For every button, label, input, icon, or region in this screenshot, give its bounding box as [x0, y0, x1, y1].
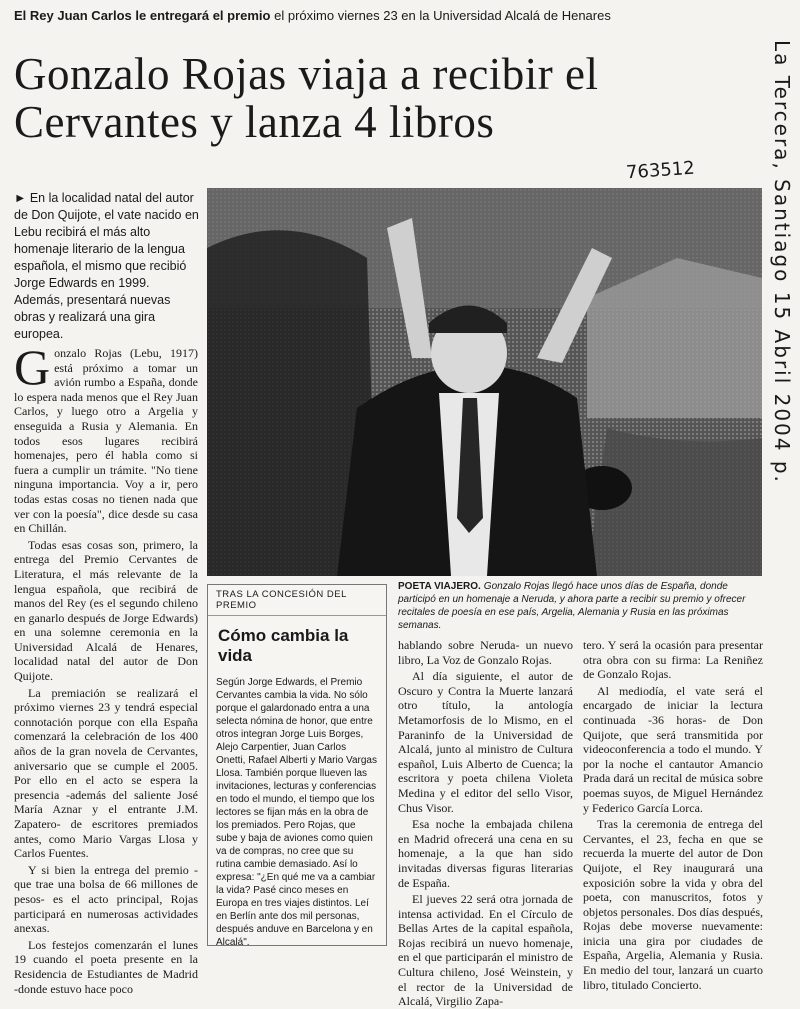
caption-text: Gonzalo Rojas llegó hace unos días de España, donde participó en un homenaje a Neruda, y ahora parte a recibir su premio y ofrecer recitales de poesía en ese país, Argelia, Alemania y Rusia en las próximas semanas.	[398, 581, 746, 631]
article-column-1	[14, 339, 198, 996]
paragraph: Al mediodía, el vate será el encargado de iniciar la lectura continuada -36 horas- de Don Quijote, que será transmitida por videoconferencia a todo el mundo. Y por la noche el cantautor Amancio Prada dará un recital de música sobre poemas suyos, de Miguel Hernández y Federico García Lorca.	[583, 683, 763, 815]
sidebar-box	[207, 584, 387, 946]
sidebar-title: Cómo cambia la vida	[218, 626, 349, 665]
paragraph: Tras la ceremonia de entrega del Cervantes, el 23, fecha en que se recuerda la muerte del autor de Don Quijote, el Rey inaugurará una exposición sobre la vida y obra del poeta, con manuscritos, fotos y objetos personales. Dos días después, Rojas debe moverse nuevamente: inicia una gira por ciudades de España, Argelia, Alemania y Rusia. En medio del tour, lanzará un cuarto libro, titulado Concierto.	[583, 817, 763, 992]
handwritten-number: 763512	[625, 157, 696, 184]
photo-gonzalo-rojas	[207, 188, 762, 576]
paragraph: Al día siguiente, el autor de Oscuro y Contra la Muerte lanzará otro título, la antología Metamorfosis de lo Mismo, en el Paraninfo de la Universidad de Alcalá, junto al ministro de Cultura español, Luis Alberto de Cuenca; la escritora y poeta chilena Violeta Medina y el editor del sello Visor, Chus Visor.	[398, 669, 573, 815]
paragraph: Y si bien la entrega del premio -que trae una bolsa de 66 millones de pesos- es el acto principal, Rojas participará en numerosas actividades anexas.	[14, 862, 198, 936]
paragraph: Todas esas cosas son, primero, la entrega del Premio Cervantes de Literatura, el más relevante de la lengua española, que recibirá de manos del Rey (es el segundo chileno en ganarlo después de Jorge Edwards) en una solemne ceremonia en la Universidad Alcalá de Henares, localidad natal del autor de Don Quijote.	[14, 537, 198, 684]
paragraph: onzalo Rojas (Lebu, 1917) está próximo a tomar un avión rumbo a España, donde lo espera nada menos que el Rey Juan Carlos, y luego otro a Argelia y enseguida a Rusia y Alemania. En todos esos lugares recibirá homenajes, pero él habla como si fuera a cumplir un trámite. "No tiene ninguna importancia. Voy a ir, pero todas estas cosas no tienen nada que ver con la poesía", dice desde su casa en Chillán.	[14, 346, 198, 536]
sidebar-kicker: TRAS LA CONCESIÓN DEL PREMIO	[208, 585, 386, 616]
paragraph: El jueves 22 será otra jornada de intensa actividad. En el Círculo de Bellas Artes de la capital española, Rojas recibirá un nuevo homenaje, en el que participarán el ministro de Cultura chileno, José Weinstein, y el rector de la Universidad de Alcalá, Virgilio Zapa-	[398, 892, 573, 1009]
drop-cap: G	[14, 339, 51, 395]
paragraph: Los festejos comenzarán el lunes 19 cuando el poeta presente en la Residencia de Estudiantes de Madrid -donde estuvo hace poco	[14, 937, 198, 996]
article-column-3	[398, 638, 573, 1009]
sidebar-body: Según Jorge Edwards, el Premio Cervantes cambia la vida. No sólo porque el galardonado entra a una selecta nómina de honor, que entre otros integran Jorge Luis Borges, Alejo Carpentier, Juan Carlos Onetti, Rafael Alberti y Mario Vargas Llosa. También porque llueven las invitaciones, lecturas y conferencias en todo el mundo, el tiempo que los lectores se fijan más en la obra de los premiados. Pero Rojas, que sube y baja de aviones como quien va de compras, no cree que su rutina cambie demasiado. Así lo expresa: "¿En qué me va a cambiar la vida? Pasé cinco meses en Europa en tres viajes distintos. Leí en Berlín ante dos mil personas, después anduve en Barcelona y en Alcalá".	[216, 677, 377, 948]
handwritten-margin-note	[770, 40, 800, 960]
photo-illustration	[207, 188, 762, 576]
photo-caption	[398, 580, 766, 632]
headline: Gonzalo Rojas viaja a recibir el Cervantes y lanza 4 libros	[14, 49, 599, 147]
caption-label: POETA VIAJERO.	[398, 581, 481, 592]
handwritten-margin-text: La Tercera, Santiago 15 Abril 2004 p.	[770, 40, 794, 484]
lede: ► En la localidad natal del autor de Don Quijote, el vate nacido en Lebu recibirá el más alto homenaje literario de la lengua española, el mismo que recibió Jorge Edwards en 1999. Además, presentará nuevas obras y realizará una gira europea.	[14, 191, 199, 341]
article-column-4	[583, 638, 763, 992]
paragraph: Esa noche la embajada chilena en Madrid ofrecerá una cena en su homenaje, a la que han sido invitadas diversas figuras literarias de España.	[398, 817, 573, 890]
kicker	[14, 8, 714, 23]
kicker-rest: el próximo viernes 23 en la Universidad Alcalá de Henares	[270, 8, 611, 23]
paragraph: La premiación se realizará el próximo viernes 23 y tendrá especial connotación porque con ella España comenzará la celebración de los 400 años de la gran novela de Cervantes, aniversario que se cumple el 2005. Por ello en el acto se espera la presencia -además del saliente José María Aznar y el entrante J.M. Zapatero- de escritores premiados antes, como Mario Vargas Llosa y Carlos Fuentes.	[14, 685, 198, 861]
paragraph: hablando sobre Neruda- un nuevo libro, La Voz de Gonzalo Rojas.	[398, 638, 573, 667]
kicker-bold: El Rey Juan Carlos le entregará el premio	[14, 8, 271, 23]
paragraph: tero. Y será la ocasión para presentar otra obra con su firma: La Reniñez de Gonzalo Rojas.	[583, 638, 763, 682]
